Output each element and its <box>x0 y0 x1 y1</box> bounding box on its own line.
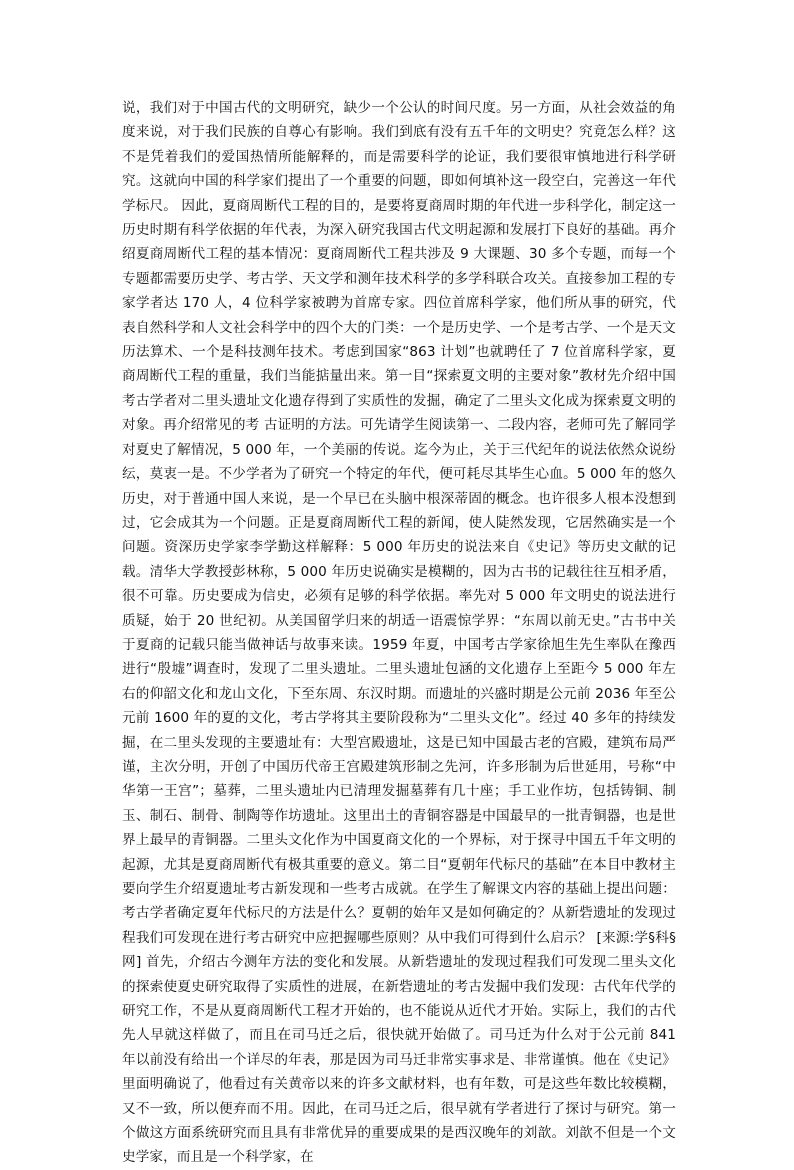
body-paragraph: 说，我们对于中国古代的文明研究，缺少一个公认的时间尺度。另一方面，从社会效益的角度来说，对于我们民族的自尊心有影响。我们到底有没有五千年的文明史？究竟怎么样？这不是凭着我们的爱国热情所能解释的，而是需要科学的论证，我们要很审慎地进行科学研究。这就向中国的科学家们提出了一个重要的问题，即如何填补这一段空白，完善这一年代学标尺。 因此，夏商周断代工程的目的，是要将夏商周时期的年代进一步科学化，制定这一历史时期有科学依据的年代表，为深入研究我国古代文明起源和发展打下良好的基础。再介绍夏商周断代工程的基本情况：夏商周断代工程共涉及 9 大课题、30 多个专题，而每一个专题都需要历史学、考古学、天文学和测年技术科学的多学科联合攻关。直接参加工程的专家学者达 170 人，4 位科学家被聘为首席专家。四位首席科学家，他们所从事的研究，代表自然科学和人文社会科学中的四个大的门类：一个是历史学、一个是考古学、一个是天文历法算术、一个是科技测年技术。考虑到国家“863 计划”也就聘任了 7 位首席科学家，夏商周断代工程的重量，我们当能掂量出来。第一目“探索夏文明的主要对象”教材先介绍中国考古学者对二里头遗址文化遗存得到了实质性的发掘，确定了二里头文化成为探索夏文明的对象。再介绍常见的考 古证明的方法。可先请学生阅读第一、二段内容，老师可先了解同学对夏史了解情况，5 000 年，一个美丽的传说。迄今为止，关于三代纪年的说法依然众说纷纭，莫衷一是。不少学者为了研究一个特定的年代，便可耗尽其毕生心血。5 000 年的悠久历史，对于普通中国人来说，是一个早已在头脑中根深蒂固的概念。也许很多人根本没想到过，它会成其为一个问题。正是夏商周断代工程的新闻，使人陡然发现，它居然确实是一个问题。资深历史学家李学勤这样解释：5 000 年历史的说法来自《史记》等历史文献的记载。清华大学教授彭林称，5 000 年历史说确实是模糊的，因为古书的记载往往互相矛盾，很不可靠。历史要成为信史，必须有足够的科学依据。率先对 5 000 年文明史的说法进行质疑，始于 20 世纪初。从美国留学归来的胡适一语震惊学界：“东周以前无史。”古书中关于夏商的记载只能当做神话与故事来读。1959 年夏，中国考古学家徐旭生先生率队在豫西进行“殷墟”调查时，发现了二里头遗址。二里头遗址包涵的文化遗存上至距今 5 000 年左右的仰韶文化和龙山文化，下至东周、东汉时期。而遗址的兴盛时期是公元前 2036 年至公元前 1600 年的夏的文化，考古学将其主要阶段称为“二里头文化”。经过 40 多年的持续发掘，在二里头发现的主要遗址有：大型宫殿遗址，这是已知中国最古老的宫殿，建筑布局严谨，主次分明，开创了中国历代帝王宫殿建筑形制之先河，许多形制为后世延用，号称“中华第一王宫”；墓葬，二里头遗址内已清理发掘墓葬有几十座；手工业作坊，包括铸铜、制玉、制石、制骨、制陶等作坊遗址。这里出土的青铜容器是中国最早的一批青铜器，也是世界上最早的青铜器。二里头文化作为中国夏商文化的一个界标，对于探寻中国五千年文明的起源，尤其是夏商周断代有极其重要的意义。第二目“夏朝年代标尺的基础”在本目中教材主要向学生介绍夏遗址考古新发现和一些考古成就。在学生了解课文内容的基础上提出问题：考古学者确定夏年代标尺的方法是什么？夏朝的始年又是如何确定的？从新砦遗址的发现过程我们可发现在进行考古研究中应把握哪些原则？从中我们可得到什么启示？ [来源:学§科§网] 首先，介绍古今测年方法的变化和发展。从新砦遗址的发现过程我们可发现二里头文化的探索使夏史研究取得了实质性的进展，在新砦遗址的考古发掘中我们发现：古代年代学的研究工作，不是从夏商周断代工程才开始的，也不能说从近代才开始。实际上，我们的古代先人早就这样做了，而且在司马迁之后，很快就开始做了。司马迁为什么对于公元前 841 年以前没有给出一个详尽的年表，那是因为司马迁非常实事求是、非常谨慎。他在《史记》里面明确说了，他看过有关黄帝以来的许多文献材料，也有年数，可是这些年数比较模糊，又不一致，所以便弃而不用。因此，在司马迁之后，很早就有学者进行了探讨与研究。第一个做这方面系统研究而且具有非常优异的重要成果的是西汉晚年的刘歆。刘歆不但是一个文史学家，而且是一个科学家，在 <box>122 100 676 1166</box>
document-page <box>122 96 676 1170</box>
